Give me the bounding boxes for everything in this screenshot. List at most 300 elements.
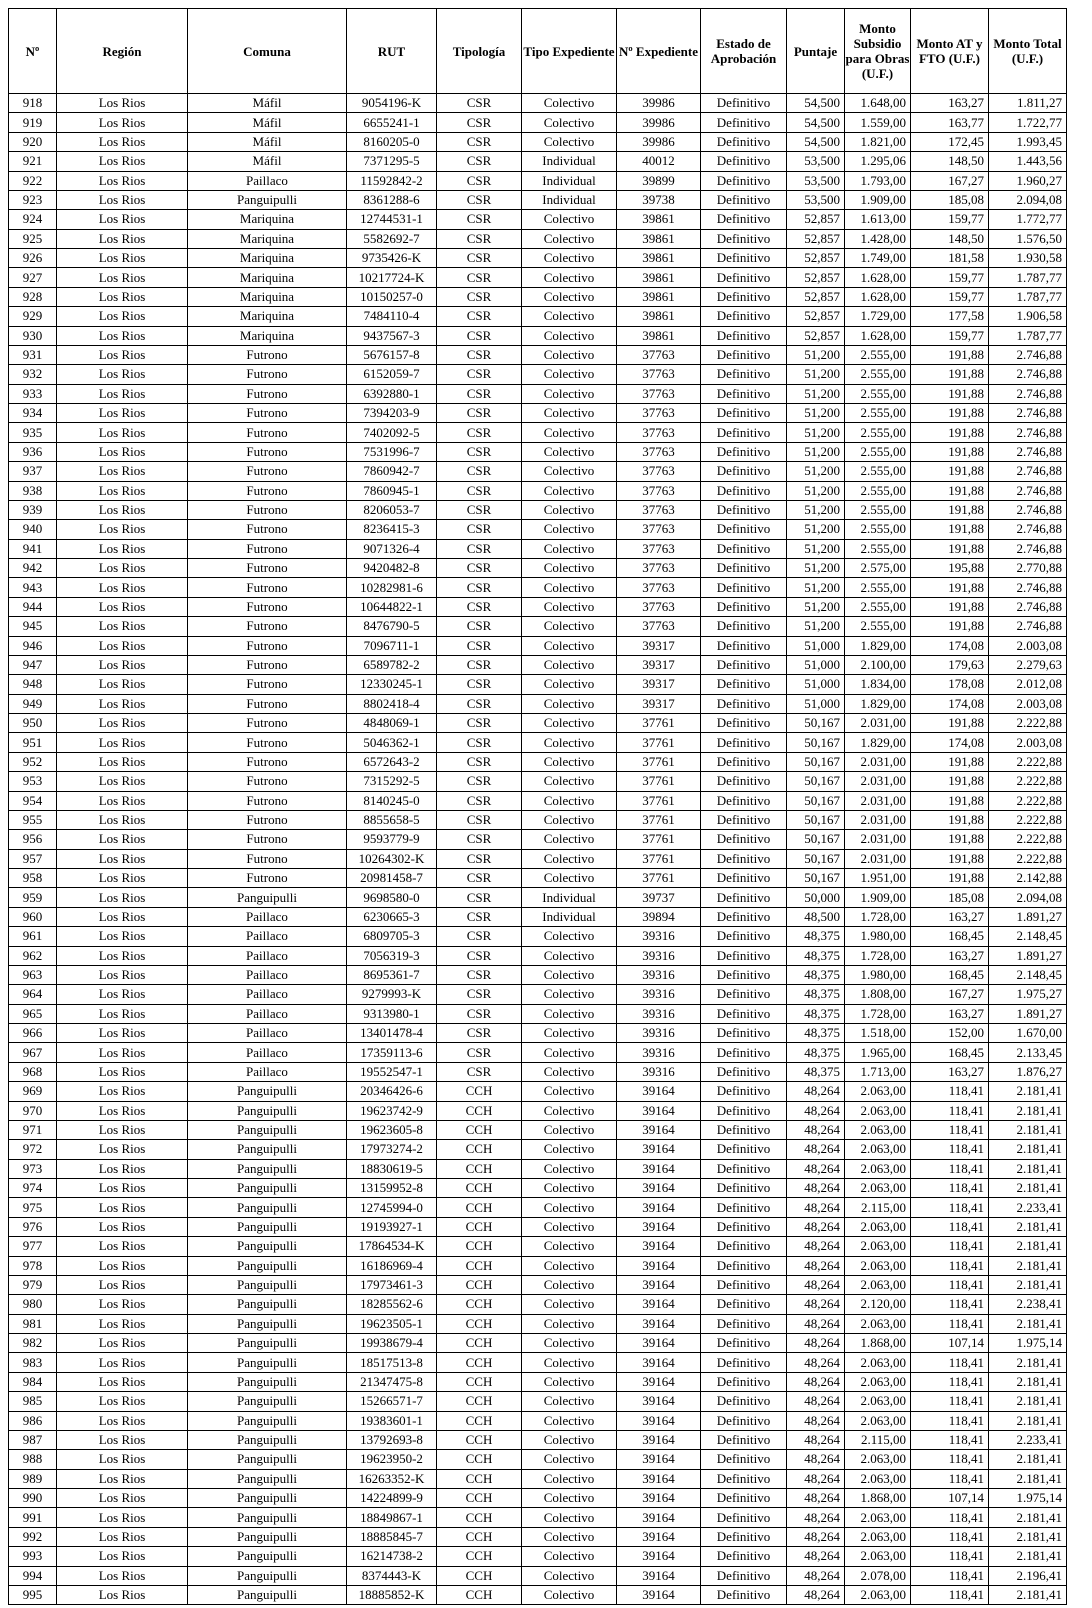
cell-numero-expediente: 37761 bbox=[617, 714, 701, 733]
cell-row-number: 944 bbox=[9, 597, 57, 616]
cell-monto-total: 2.181,41 bbox=[989, 1314, 1067, 1333]
cell-numero-expediente: 40012 bbox=[617, 152, 701, 171]
cell-tipo-expediente: Colectivo bbox=[522, 869, 617, 888]
cell-row-number: 983 bbox=[9, 1353, 57, 1372]
cell-region: Los Rios bbox=[57, 1334, 188, 1353]
cell-estado-aprobacion: Definitivo bbox=[701, 345, 787, 364]
cell-monto-total: 1.906,58 bbox=[989, 307, 1067, 326]
cell-monto-at-fto: 107,14 bbox=[911, 1489, 989, 1508]
cell-rut: 5046362-1 bbox=[347, 733, 437, 752]
cell-numero-expediente: 39861 bbox=[617, 287, 701, 306]
cell-numero-expediente: 37763 bbox=[617, 617, 701, 636]
cell-row-number: 985 bbox=[9, 1392, 57, 1411]
cell-tipo-expediente: Colectivo bbox=[522, 578, 617, 597]
cell-numero-expediente: 37761 bbox=[617, 772, 701, 791]
cell-estado-aprobacion: Definitivo bbox=[701, 1430, 787, 1449]
cell-tipo-expediente: Colectivo bbox=[522, 1508, 617, 1527]
cell-row-number: 968 bbox=[9, 1062, 57, 1081]
cell-puntaje: 54,500 bbox=[787, 132, 845, 151]
cell-monto-subsidio-obras: 1.295,06 bbox=[845, 152, 911, 171]
table-row bbox=[9, 423, 1067, 442]
cell-monto-at-fto: 191,88 bbox=[911, 791, 989, 810]
cell-comuna: Futrono bbox=[188, 694, 347, 713]
cell-numero-expediente: 39316 bbox=[617, 1043, 701, 1062]
cell-monto-total: 2.746,88 bbox=[989, 617, 1067, 636]
cell-numero-expediente: 39861 bbox=[617, 326, 701, 345]
cell-puntaje: 51,200 bbox=[787, 578, 845, 597]
cell-tipo-expediente: Colectivo bbox=[522, 1024, 617, 1043]
table-row bbox=[9, 132, 1067, 151]
cell-tipologia: CSR bbox=[437, 539, 522, 558]
cell-monto-subsidio-obras: 2.555,00 bbox=[845, 481, 911, 500]
cell-puntaje: 48,264 bbox=[787, 1275, 845, 1294]
cell-tipo-expediente: Individual bbox=[522, 152, 617, 171]
table-row bbox=[9, 1547, 1067, 1566]
cell-numero-expediente: 37763 bbox=[617, 597, 701, 616]
cell-tipologia: CSR bbox=[437, 1062, 522, 1081]
table-row bbox=[9, 268, 1067, 287]
col-header-number: Nº bbox=[9, 9, 57, 94]
cell-monto-at-fto: 191,88 bbox=[911, 539, 989, 558]
table-row bbox=[9, 1159, 1067, 1178]
cell-numero-expediente: 37761 bbox=[617, 869, 701, 888]
cell-tipologia: CSR bbox=[437, 985, 522, 1004]
cell-region: Los Rios bbox=[57, 1062, 188, 1081]
cell-estado-aprobacion: Definitivo bbox=[701, 1101, 787, 1120]
table-row bbox=[9, 1585, 1067, 1604]
cell-estado-aprobacion: Definitivo bbox=[701, 714, 787, 733]
cell-tipo-expediente: Colectivo bbox=[522, 1450, 617, 1469]
cell-tipo-expediente: Colectivo bbox=[522, 1411, 617, 1430]
cell-tipo-expediente: Colectivo bbox=[522, 345, 617, 364]
cell-region: Los Rios bbox=[57, 1198, 188, 1217]
table-row bbox=[9, 1392, 1067, 1411]
cell-row-number: 958 bbox=[9, 869, 57, 888]
cell-tipo-expediente: Colectivo bbox=[522, 423, 617, 442]
table-row bbox=[9, 1101, 1067, 1120]
cell-puntaje: 50,000 bbox=[787, 888, 845, 907]
cell-monto-at-fto: 118,41 bbox=[911, 1082, 989, 1101]
cell-estado-aprobacion: Definitivo bbox=[701, 1140, 787, 1159]
cell-rut: 12744531-1 bbox=[347, 210, 437, 229]
cell-rut: 10282981-6 bbox=[347, 578, 437, 597]
cell-row-number: 993 bbox=[9, 1547, 57, 1566]
cell-region: Los Rios bbox=[57, 907, 188, 926]
table-row bbox=[9, 287, 1067, 306]
cell-region: Los Rios bbox=[57, 965, 188, 984]
cell-tipologia: CCH bbox=[437, 1314, 522, 1333]
cell-rut: 12745994-0 bbox=[347, 1198, 437, 1217]
cell-region: Los Rios bbox=[57, 946, 188, 965]
cell-tipologia: CSR bbox=[437, 617, 522, 636]
table-row bbox=[9, 1295, 1067, 1314]
cell-monto-at-fto: 191,88 bbox=[911, 462, 989, 481]
cell-monto-at-fto: 178,08 bbox=[911, 675, 989, 694]
table-row bbox=[9, 481, 1067, 500]
cell-monto-subsidio-obras: 2.063,00 bbox=[845, 1159, 911, 1178]
cell-rut: 9420482-8 bbox=[347, 559, 437, 578]
cell-row-number: 924 bbox=[9, 210, 57, 229]
cell-estado-aprobacion: Definitivo bbox=[701, 404, 787, 423]
cell-monto-at-fto: 163,27 bbox=[911, 946, 989, 965]
cell-tipologia: CCH bbox=[437, 1392, 522, 1411]
cell-numero-expediente: 37763 bbox=[617, 423, 701, 442]
cell-row-number: 992 bbox=[9, 1527, 57, 1546]
cell-tipologia: CCH bbox=[437, 1566, 522, 1585]
cell-rut: 13401478-4 bbox=[347, 1024, 437, 1043]
cell-puntaje: 51,200 bbox=[787, 539, 845, 558]
cell-monto-at-fto: 118,41 bbox=[911, 1411, 989, 1430]
cell-region: Los Rios bbox=[57, 152, 188, 171]
cell-region: Los Rios bbox=[57, 927, 188, 946]
cell-tipo-expediente: Colectivo bbox=[522, 520, 617, 539]
cell-monto-subsidio-obras: 1.793,00 bbox=[845, 171, 911, 190]
cell-region: Los Rios bbox=[57, 1527, 188, 1546]
cell-comuna: Paillaco bbox=[188, 965, 347, 984]
cell-monto-total: 2.222,88 bbox=[989, 849, 1067, 868]
cell-numero-expediente: 37763 bbox=[617, 462, 701, 481]
cell-numero-expediente: 37761 bbox=[617, 733, 701, 752]
cell-tipologia: CSR bbox=[437, 791, 522, 810]
cell-rut: 6572643-2 bbox=[347, 752, 437, 771]
cell-estado-aprobacion: Definitivo bbox=[701, 1275, 787, 1294]
cell-tipologia: CSR bbox=[437, 326, 522, 345]
cell-monto-total: 2.746,88 bbox=[989, 597, 1067, 616]
cell-region: Los Rios bbox=[57, 1024, 188, 1043]
cell-tipologia: CSR bbox=[437, 152, 522, 171]
cell-monto-total: 1.772,77 bbox=[989, 210, 1067, 229]
cell-estado-aprobacion: Definitivo bbox=[701, 946, 787, 965]
cell-monto-subsidio-obras: 2.555,00 bbox=[845, 597, 911, 616]
table-row bbox=[9, 714, 1067, 733]
cell-row-number: 989 bbox=[9, 1469, 57, 1488]
cell-rut: 6230665-3 bbox=[347, 907, 437, 926]
cell-tipologia: CSR bbox=[437, 752, 522, 771]
cell-monto-total: 1.787,77 bbox=[989, 326, 1067, 345]
cell-region: Los Rios bbox=[57, 520, 188, 539]
cell-rut: 17359113-6 bbox=[347, 1043, 437, 1062]
cell-row-number: 918 bbox=[9, 94, 57, 113]
table-row bbox=[9, 404, 1067, 423]
cell-tipologia: CSR bbox=[437, 714, 522, 733]
table-row bbox=[9, 810, 1067, 829]
cell-region: Los Rios bbox=[57, 1314, 188, 1333]
cell-tipo-expediente: Colectivo bbox=[522, 597, 617, 616]
cell-region: Los Rios bbox=[57, 617, 188, 636]
cell-monto-at-fto: 174,08 bbox=[911, 694, 989, 713]
table-row bbox=[9, 1237, 1067, 1256]
cell-tipologia: CCH bbox=[437, 1527, 522, 1546]
cell-row-number: 921 bbox=[9, 152, 57, 171]
cell-estado-aprobacion: Definitivo bbox=[701, 1547, 787, 1566]
cell-tipo-expediente: Colectivo bbox=[522, 655, 617, 674]
cell-puntaje: 51,200 bbox=[787, 481, 845, 500]
cell-monto-subsidio-obras: 2.063,00 bbox=[845, 1120, 911, 1139]
cell-estado-aprobacion: Definitivo bbox=[701, 888, 787, 907]
cell-comuna: Panguipulli bbox=[188, 1237, 347, 1256]
cell-estado-aprobacion: Definitivo bbox=[701, 442, 787, 461]
cell-tipologia: CSR bbox=[437, 965, 522, 984]
cell-comuna: Futrono bbox=[188, 578, 347, 597]
cell-tipo-expediente: Colectivo bbox=[522, 326, 617, 345]
cell-numero-expediente: 37763 bbox=[617, 365, 701, 384]
cell-numero-expediente: 39164 bbox=[617, 1469, 701, 1488]
cell-rut: 8855658-5 bbox=[347, 810, 437, 829]
cell-puntaje: 51,000 bbox=[787, 655, 845, 674]
cell-region: Los Rios bbox=[57, 830, 188, 849]
cell-numero-expediente: 39738 bbox=[617, 190, 701, 209]
cell-row-number: 928 bbox=[9, 287, 57, 306]
cell-region: Los Rios bbox=[57, 559, 188, 578]
cell-estado-aprobacion: Definitivo bbox=[701, 1179, 787, 1198]
cell-puntaje: 51,000 bbox=[787, 636, 845, 655]
cell-monto-subsidio-obras: 2.063,00 bbox=[845, 1256, 911, 1275]
cell-monto-total: 2.181,41 bbox=[989, 1159, 1067, 1178]
cell-tipologia: CSR bbox=[437, 946, 522, 965]
cell-tipologia: CSR bbox=[437, 345, 522, 364]
cell-rut: 6589782-2 bbox=[347, 655, 437, 674]
cell-monto-at-fto: 167,27 bbox=[911, 985, 989, 1004]
cell-comuna: Mariquina bbox=[188, 307, 347, 326]
cell-tipologia: CCH bbox=[437, 1295, 522, 1314]
cell-monto-at-fto: 118,41 bbox=[911, 1237, 989, 1256]
cell-comuna: Panguipulli bbox=[188, 1469, 347, 1488]
cell-monto-at-fto: 118,41 bbox=[911, 1392, 989, 1411]
col-header-comuna: Comuna bbox=[188, 9, 347, 94]
cell-monto-at-fto: 159,77 bbox=[911, 287, 989, 306]
cell-estado-aprobacion: Definitivo bbox=[701, 423, 787, 442]
cell-tipologia: CCH bbox=[437, 1237, 522, 1256]
cell-numero-expediente: 39861 bbox=[617, 307, 701, 326]
cell-monto-subsidio-obras: 2.063,00 bbox=[845, 1101, 911, 1120]
cell-row-number: 978 bbox=[9, 1256, 57, 1275]
cell-tipologia: CCH bbox=[437, 1469, 522, 1488]
cell-numero-expediente: 39164 bbox=[617, 1082, 701, 1101]
cell-numero-expediente: 39986 bbox=[617, 94, 701, 113]
cell-puntaje: 52,857 bbox=[787, 268, 845, 287]
cell-comuna: Futrono bbox=[188, 830, 347, 849]
table-row bbox=[9, 1004, 1067, 1023]
cell-rut: 8206053-7 bbox=[347, 500, 437, 519]
cell-estado-aprobacion: Definitivo bbox=[701, 1256, 787, 1275]
cell-puntaje: 54,500 bbox=[787, 113, 845, 132]
cell-monto-total: 2.094,08 bbox=[989, 190, 1067, 209]
cell-monto-subsidio-obras: 2.063,00 bbox=[845, 1314, 911, 1333]
cell-comuna: Futrono bbox=[188, 365, 347, 384]
col-header-tipologia: Tipología bbox=[437, 9, 522, 94]
cell-monto-subsidio-obras: 1.909,00 bbox=[845, 888, 911, 907]
cell-comuna: Panguipulli bbox=[188, 190, 347, 209]
cell-monto-subsidio-obras: 2.555,00 bbox=[845, 617, 911, 636]
cell-numero-expediente: 37763 bbox=[617, 539, 701, 558]
cell-region: Los Rios bbox=[57, 462, 188, 481]
cell-monto-at-fto: 148,50 bbox=[911, 229, 989, 248]
cell-monto-subsidio-obras: 2.555,00 bbox=[845, 500, 911, 519]
cell-puntaje: 50,167 bbox=[787, 733, 845, 752]
cell-monto-total: 2.094,08 bbox=[989, 888, 1067, 907]
table-row bbox=[9, 655, 1067, 674]
cell-monto-total: 2.181,41 bbox=[989, 1508, 1067, 1527]
cell-tipologia: CSR bbox=[437, 694, 522, 713]
cell-numero-expediente: 39164 bbox=[617, 1372, 701, 1391]
cell-tipo-expediente: Colectivo bbox=[522, 539, 617, 558]
cell-monto-subsidio-obras: 2.031,00 bbox=[845, 772, 911, 791]
cell-monto-total: 2.746,88 bbox=[989, 462, 1067, 481]
cell-monto-total: 2.770,88 bbox=[989, 559, 1067, 578]
cell-row-number: 991 bbox=[9, 1508, 57, 1527]
col-header-numero-expediente: Nº Expediente bbox=[617, 9, 701, 94]
cell-region: Los Rios bbox=[57, 268, 188, 287]
cell-tipo-expediente: Colectivo bbox=[522, 268, 617, 287]
cell-puntaje: 48,264 bbox=[787, 1082, 845, 1101]
cell-tipo-expediente: Colectivo bbox=[522, 404, 617, 423]
cell-monto-total: 2.746,88 bbox=[989, 345, 1067, 364]
cell-monto-total: 2.142,88 bbox=[989, 869, 1067, 888]
cell-estado-aprobacion: Definitivo bbox=[701, 94, 787, 113]
cell-row-number: 955 bbox=[9, 810, 57, 829]
cell-monto-subsidio-obras: 2.555,00 bbox=[845, 423, 911, 442]
cell-rut: 17973461-3 bbox=[347, 1275, 437, 1294]
cell-row-number: 951 bbox=[9, 733, 57, 752]
cell-puntaje: 48,264 bbox=[787, 1411, 845, 1430]
cell-monto-total: 1.891,27 bbox=[989, 1004, 1067, 1023]
cell-monto-at-fto: 118,41 bbox=[911, 1198, 989, 1217]
cell-tipologia: CSR bbox=[437, 113, 522, 132]
cell-region: Los Rios bbox=[57, 345, 188, 364]
table-row bbox=[9, 1566, 1067, 1585]
cell-rut: 8140245-0 bbox=[347, 791, 437, 810]
cell-tipo-expediente: Colectivo bbox=[522, 1062, 617, 1081]
cell-monto-at-fto: 118,41 bbox=[911, 1314, 989, 1333]
cell-estado-aprobacion: Definitivo bbox=[701, 869, 787, 888]
cell-puntaje: 48,500 bbox=[787, 907, 845, 926]
cell-tipologia: CCH bbox=[437, 1159, 522, 1178]
cell-row-number: 947 bbox=[9, 655, 57, 674]
cell-rut: 17864534-K bbox=[347, 1237, 437, 1256]
cell-comuna: Futrono bbox=[188, 810, 347, 829]
cell-puntaje: 52,857 bbox=[787, 249, 845, 268]
cell-estado-aprobacion: Definitivo bbox=[701, 1024, 787, 1043]
cell-estado-aprobacion: Definitivo bbox=[701, 268, 787, 287]
table-row bbox=[9, 442, 1067, 461]
cell-monto-at-fto: 118,41 bbox=[911, 1527, 989, 1546]
cell-row-number: 927 bbox=[9, 268, 57, 287]
cell-rut: 10264302-K bbox=[347, 849, 437, 868]
cell-numero-expediente: 39164 bbox=[617, 1508, 701, 1527]
cell-comuna: Máfil bbox=[188, 113, 347, 132]
cell-tipologia: CSR bbox=[437, 1004, 522, 1023]
cell-numero-expediente: 37763 bbox=[617, 559, 701, 578]
cell-monto-at-fto: 172,45 bbox=[911, 132, 989, 151]
cell-tipo-expediente: Colectivo bbox=[522, 965, 617, 984]
cell-row-number: 986 bbox=[9, 1411, 57, 1430]
table-row bbox=[9, 1024, 1067, 1043]
cell-rut: 9313980-1 bbox=[347, 1004, 437, 1023]
cell-puntaje: 51,200 bbox=[787, 423, 845, 442]
cell-row-number: 937 bbox=[9, 462, 57, 481]
header-row bbox=[9, 9, 1067, 94]
cell-row-number: 925 bbox=[9, 229, 57, 248]
cell-comuna: Panguipulli bbox=[188, 1101, 347, 1120]
cell-region: Los Rios bbox=[57, 752, 188, 771]
cell-rut: 7371295-5 bbox=[347, 152, 437, 171]
cell-region: Los Rios bbox=[57, 1508, 188, 1527]
cell-tipo-expediente: Colectivo bbox=[522, 1489, 617, 1508]
cell-region: Los Rios bbox=[57, 1547, 188, 1566]
cell-tipo-expediente: Colectivo bbox=[522, 1314, 617, 1333]
cell-region: Los Rios bbox=[57, 326, 188, 345]
cell-monto-total: 1.891,27 bbox=[989, 907, 1067, 926]
cell-rut: 9071326-4 bbox=[347, 539, 437, 558]
cell-monto-subsidio-obras: 1.909,00 bbox=[845, 190, 911, 209]
cell-rut: 6392880-1 bbox=[347, 384, 437, 403]
cell-estado-aprobacion: Definitivo bbox=[701, 694, 787, 713]
cell-monto-total: 1.876,27 bbox=[989, 1062, 1067, 1081]
cell-tipologia: CSR bbox=[437, 1043, 522, 1062]
cell-region: Los Rios bbox=[57, 500, 188, 519]
cell-region: Los Rios bbox=[57, 307, 188, 326]
cell-estado-aprobacion: Definitivo bbox=[701, 1295, 787, 1314]
cell-estado-aprobacion: Definitivo bbox=[701, 171, 787, 190]
cell-comuna: Panguipulli bbox=[188, 1256, 347, 1275]
cell-estado-aprobacion: Definitivo bbox=[701, 1237, 787, 1256]
cell-comuna: Mariquina bbox=[188, 229, 347, 248]
cell-numero-expediente: 37761 bbox=[617, 830, 701, 849]
cell-numero-expediente: 39899 bbox=[617, 171, 701, 190]
cell-tipo-expediente: Colectivo bbox=[522, 132, 617, 151]
cell-comuna: Panguipulli bbox=[188, 1527, 347, 1546]
cell-comuna: Mariquina bbox=[188, 326, 347, 345]
cell-rut: 5676157-8 bbox=[347, 345, 437, 364]
cell-comuna: Paillaco bbox=[188, 985, 347, 1004]
cell-comuna: Panguipulli bbox=[188, 1411, 347, 1430]
cell-puntaje: 51,000 bbox=[787, 694, 845, 713]
table-row bbox=[9, 791, 1067, 810]
cell-tipologia: CSR bbox=[437, 171, 522, 190]
cell-monto-at-fto: 163,77 bbox=[911, 113, 989, 132]
cell-rut: 13792693-8 bbox=[347, 1430, 437, 1449]
cell-comuna: Futrono bbox=[188, 869, 347, 888]
cell-puntaje: 51,200 bbox=[787, 617, 845, 636]
cell-monto-subsidio-obras: 2.063,00 bbox=[845, 1140, 911, 1159]
cell-row-number: 930 bbox=[9, 326, 57, 345]
cell-row-number: 975 bbox=[9, 1198, 57, 1217]
cell-monto-at-fto: 167,27 bbox=[911, 171, 989, 190]
cell-row-number: 933 bbox=[9, 384, 57, 403]
cell-row-number: 974 bbox=[9, 1179, 57, 1198]
cell-puntaje: 51,200 bbox=[787, 365, 845, 384]
cell-puntaje: 53,500 bbox=[787, 190, 845, 209]
cell-tipologia: CSR bbox=[437, 849, 522, 868]
cell-region: Los Rios bbox=[57, 539, 188, 558]
cell-row-number: 943 bbox=[9, 578, 57, 597]
cell-comuna: Futrono bbox=[188, 675, 347, 694]
cell-monto-at-fto: 179,63 bbox=[911, 655, 989, 674]
cell-row-number: 945 bbox=[9, 617, 57, 636]
cell-monto-total: 1.787,77 bbox=[989, 268, 1067, 287]
cell-rut: 19383601-1 bbox=[347, 1411, 437, 1430]
cell-monto-total: 1.930,58 bbox=[989, 249, 1067, 268]
cell-monto-subsidio-obras: 2.031,00 bbox=[845, 791, 911, 810]
cell-rut: 16263352-K bbox=[347, 1469, 437, 1488]
cell-puntaje: 51,200 bbox=[787, 384, 845, 403]
cell-row-number: 920 bbox=[9, 132, 57, 151]
cell-monto-subsidio-obras: 1.648,00 bbox=[845, 94, 911, 113]
cell-rut: 15266571-7 bbox=[347, 1392, 437, 1411]
cell-tipologia: CSR bbox=[437, 384, 522, 403]
cell-monto-subsidio-obras: 2.120,00 bbox=[845, 1295, 911, 1314]
cell-monto-subsidio-obras: 2.063,00 bbox=[845, 1275, 911, 1294]
